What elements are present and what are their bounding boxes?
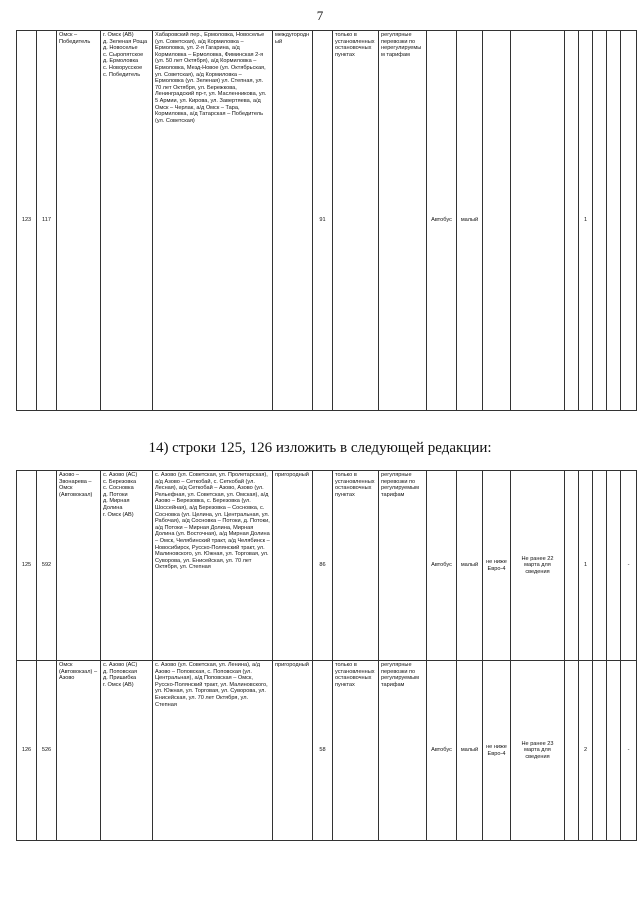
routes-table-bottom-body	[17, 471, 637, 841]
cell-q2: 1	[579, 471, 593, 661]
cell-dates: Не ранее 23 марта для сведения	[511, 661, 565, 841]
table-row	[17, 31, 637, 411]
cell-name: Омск – Победитель	[57, 31, 101, 411]
routes-table-bottom	[16, 470, 637, 841]
page-number: 7	[316, 8, 324, 23]
cell-name: Омск (Автовокзал) – Азово	[57, 661, 101, 841]
cell-class: малый	[457, 31, 483, 411]
cell-length: 86	[313, 471, 333, 661]
cell-q1	[565, 31, 579, 411]
cell-streets: с. Азово (ул. Советская, ул. Ленина), а/д Азово – Поповская, с. Поповская (ул. Центральная), а/д Поповская – Омск, Русско-Полянский тракт, ул. Малиновского, ул. Южная, ул. Торговая, ул. Суворова, ул. Енисейская, ул. 70 лет Октября, ул. Степная	[153, 661, 273, 841]
cell-vehicle: Автобус	[427, 31, 457, 411]
cell-q5: -	[621, 471, 637, 661]
cell-no: 126	[17, 661, 37, 841]
cell-q2: 1	[579, 31, 593, 411]
cell-length: 58	[313, 661, 333, 841]
cell-q3	[593, 661, 607, 841]
cell-class: малый	[457, 661, 483, 841]
cell-stops: г. Омск (АВ) д. Зеленая Роща д. Новоселье с. Сыропятское д. Ермоловка с. Новорусское с. Победитель	[101, 31, 153, 411]
cell-eco: не ниже Евро-4	[483, 661, 511, 841]
cell-tariff: регулярные перевозки по нерегулируемым тарифам	[379, 31, 427, 411]
routes-table-top-body	[17, 31, 637, 411]
cell-streets: Хабаровский пер., Ермоловка, Новоселье (ул. Советская), а/д Кормиловка – Ермоловка, ул. 2-я Гагарина, а/д Кормиловка – Ермоловка, Фиминская 2-я (ул. 50 лет Октября), а/д Кормиловка – Ермоловка, Мезд-Новое (ул. Октябрьская, ул. Советская), а/д Кормиловка – Ермоловка (ул. Зеленая) ул. Степная, ул. 70 лет Октября, ул. Бережкова, Ленинградский пр-т, ул. Масленникова, ул. 5 Армии, ул. Кирова, ул. Завертяева, а/д Омск – Черлак, а/д Омск – Тара, Кормиловка, а/д Татарская – Победитель (ул. Советская)	[153, 31, 273, 411]
cell-q4	[607, 31, 621, 411]
cell-stop-order: только в установленных остановочных пунктах	[333, 661, 379, 841]
table-row	[17, 471, 637, 661]
cell-length: 91	[313, 31, 333, 411]
cell-kind: пригородный	[273, 661, 313, 841]
cell-q4	[607, 471, 621, 661]
cell-q2: 2	[579, 661, 593, 841]
cell-stop-order: только в установленных остановочных пунктах	[333, 31, 379, 411]
cell-stops: с. Азово (АС) с. Березовка с. Сосновка д. Потоки д. Мирная Долина г. Омск (АВ)	[101, 471, 153, 661]
cell-streets: с. Азово (ул. Советская, ул. Пролетарская), а/д Азово – Сеткобай, с. Сеткобай (ул. Лесная), а/д Сеткобай – Азово, Азово (ул. Рельефная, ул. Советская, ул. Омская), а/д Азово – Березовка, с. Березовка (ул. Шоссейная), а/д Березовка – Сосновка, с. Сосновка (ул. Целина, ул. Центральная, ул. Рабочая), а/д Сосновка – Потоки, д. Потоки, а/д Потоки – Мирная Долина, Мирная Долина (ул. Восточная), а/д Мирная Долина – Омск, Челябинский тракт, а/д Челябинск – Новосибирск, Русско-Полянский тракт, ул. Малиновского, ул. Южная, ул. Торговая, ул. Суворова, ул. Енисейская, ул. 70 лет Октября, ул. Степная	[153, 471, 273, 661]
cell-dates	[511, 31, 565, 411]
cell-q1	[565, 661, 579, 841]
cell-q3	[593, 471, 607, 661]
cell-reg: 117	[37, 31, 57, 411]
cell-dates: Не ранее 22 марта для сведения	[511, 471, 565, 661]
cell-tariff: регулярные перевозки по регулируемым тарифам	[379, 661, 427, 841]
cell-reg: 592	[37, 471, 57, 661]
cell-name: Азово – Звонарева – Омск (Автовокзал)	[57, 471, 101, 661]
cell-q5: -	[621, 661, 637, 841]
cell-vehicle: Автобус	[427, 661, 457, 841]
table-row	[17, 661, 637, 841]
cell-q5	[621, 31, 637, 411]
cell-eco	[483, 31, 511, 411]
amendment-caption: 14) строки 125, 126 изложить в следующей редакции:	[148, 440, 492, 456]
cell-eco: не ниже Евро-4	[483, 471, 511, 661]
cell-q4	[607, 661, 621, 841]
cell-kind: пригородный	[273, 471, 313, 661]
cell-reg: 526	[37, 661, 57, 841]
cell-stops: с. Азово (АС) д. Поповская д. Пришибка г. Омск (АВ)	[101, 661, 153, 841]
cell-vehicle: Автобус	[427, 471, 457, 661]
cell-no: 125	[17, 471, 37, 661]
cell-kind: междугородный	[273, 31, 313, 411]
cell-q3	[593, 31, 607, 411]
cell-q1	[565, 471, 579, 661]
cell-no: 123	[17, 31, 37, 411]
cell-stop-order: только в установленных остановочных пунктах	[333, 471, 379, 661]
routes-table-top	[16, 30, 637, 411]
cell-class: малый	[457, 471, 483, 661]
cell-tariff: регулярные перевозки по регулируемым тарифам	[379, 471, 427, 661]
